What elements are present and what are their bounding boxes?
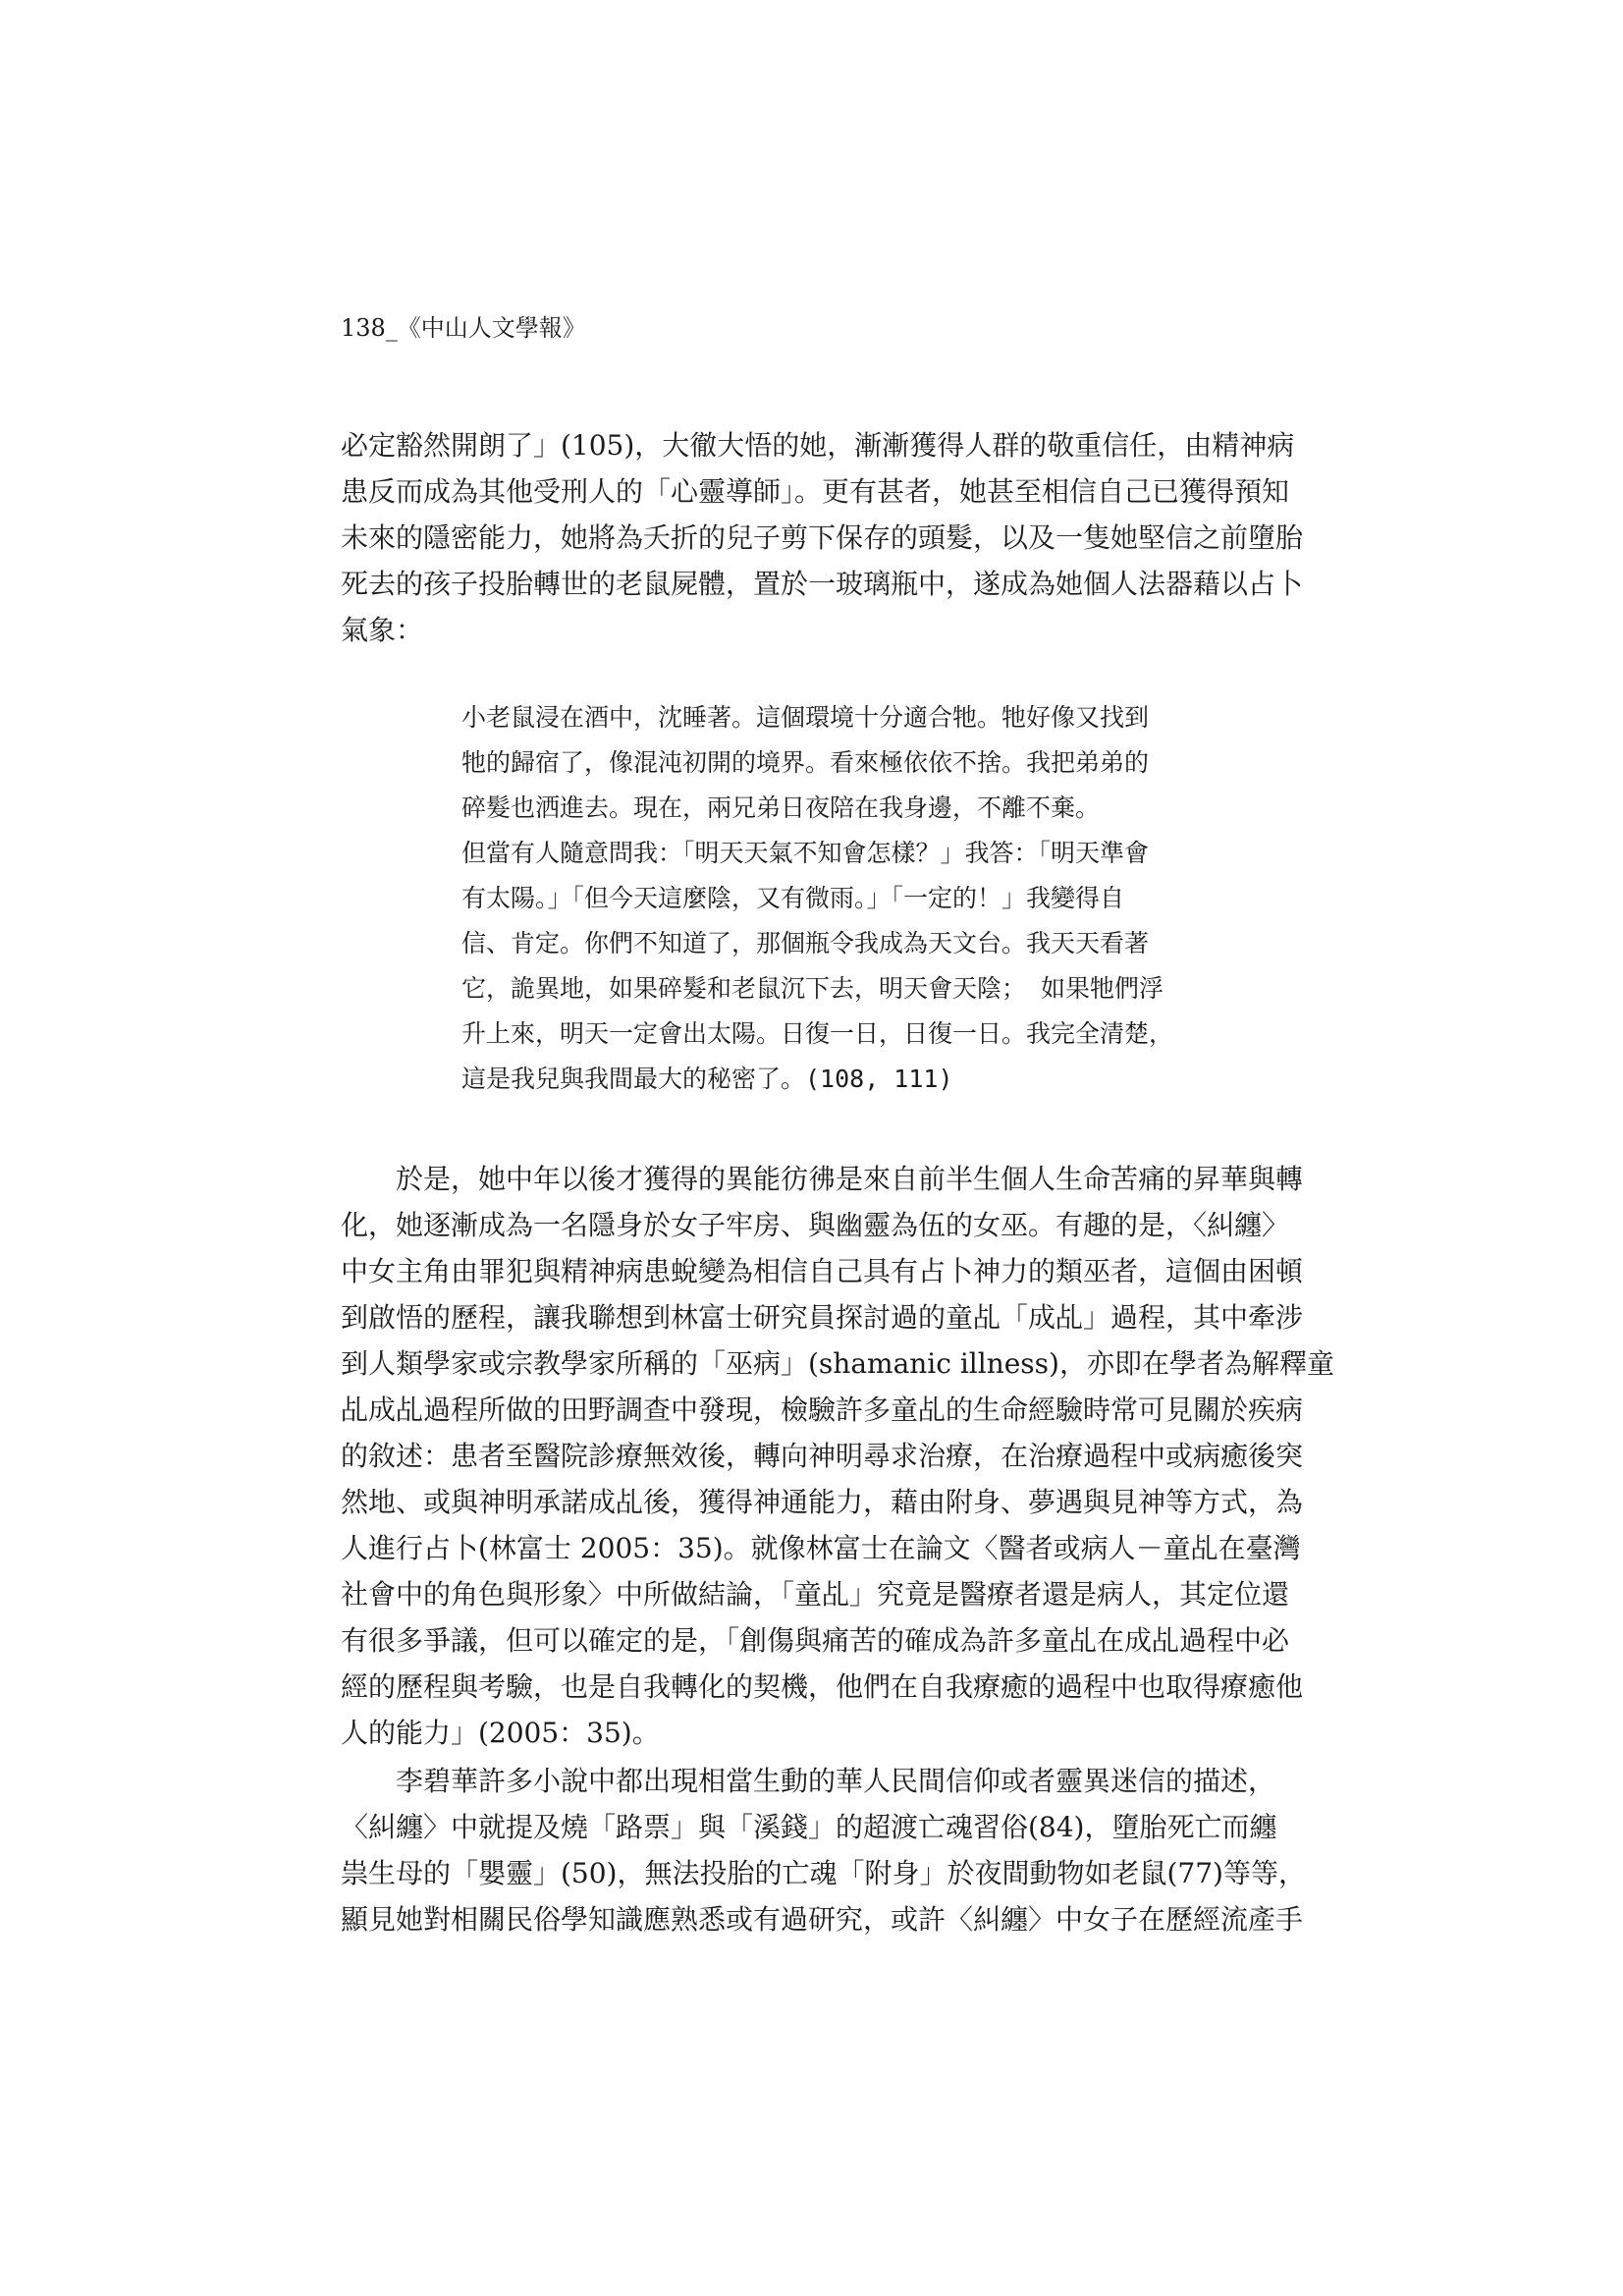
text-line: 患反而成為其他受刑人的「心靈導師」。更有甚者，她甚至相信自己已獲得預知: [341, 475, 1290, 508]
running-head: 138_《中山人文學報》: [341, 314, 586, 342]
quote-line: 升上來，明天一定會出太陽。日復一日，日復一日。我完全清楚，: [461, 1019, 1174, 1048]
text-line: 〈糾纏〉中就提及燒「路票」與「溪錢」的超渡亡魂習俗(84)，墮胎死亡而纏: [341, 1811, 1277, 1843]
text-line: 到人類學家或宗教學家所稱的「巫病」(shamanic illness)，亦即在學者為解釋童: [341, 1347, 1334, 1380]
quote-line: 碎髮也洒進去。現在，兩兄弟日夜陪在我身邊，不離不棄。: [461, 793, 1101, 822]
text-line: 到啟悟的歷程，讓我聯想到林富士研究員探討過的童乩「成乩」過程，其中牽涉: [341, 1301, 1304, 1334]
text-line: 人的能力」(2005：35)。: [341, 1717, 660, 1749]
quote-line: 小老鼠浸在酒中，沈睡著。這個環境十分適合牠。牠好像又找到: [461, 703, 1150, 732]
text-line: 經的歷程與考驗，也是自我轉化的契機，他們在自我療癒的過程中也取得療癒他: [341, 1670, 1304, 1703]
quote-line: 牠的歸宿了，像混沌初開的境界。看來極依依不捨。我把弟弟的: [461, 748, 1150, 777]
quote-line: 它，詭異地，如果碎髮和老鼠沉下去，明天會天陰； 如果牠們浮: [461, 974, 1164, 1003]
quote-line: 信、肯定。你們不知道了，那個瓶令我成為天文台。我天天看著: [461, 929, 1150, 957]
paragraph-2: [341, 1156, 1334, 1756]
text-line: 社會中的角色與形象〉中所做結論，「童乩」究竟是醫療者還是病人，其定位還: [341, 1578, 1290, 1611]
text-line: 未來的隱密能力，她將為夭折的兒子剪下保存的頭髮，以及一隻她堅信之前墮胎: [341, 521, 1304, 554]
quote-line: 有太陽。」「但今天這麼陰，又有微雨。」「一定的！」我變得自: [461, 884, 1125, 912]
quote-line: 但當有人隨意問我：「明天天氣不知會怎樣？」我答：「明天準會: [461, 839, 1150, 867]
text-line: 必定豁然開朗了」(105)，大徹大悟的她，漸漸獲得人群的敬重信任，由精神病: [341, 429, 1295, 462]
text-line: 李碧華許多小說中都出現相當生動的華人民間信仰或者靈異迷信的描述，: [341, 1765, 1276, 1797]
paragraph-1: [341, 422, 1304, 653]
text-line: 乩成乩過程所做的田野調查中發現，檢驗許多童乩的生命經驗時常可見關於疾病: [341, 1394, 1304, 1426]
quote-line: 這是我兒與我間最大的秘密了。(108, 111): [461, 1065, 953, 1093]
text-line: 化，她逐漸成為一名隱身於女子牢房、與幽靈為伍的女巫。有趣的是，〈糾纏〉: [341, 1209, 1290, 1241]
text-line: 祟生母的「嬰靈」(50)，無法投胎的亡魂「附身」於夜間動物如老鼠(77)等等，: [341, 1857, 1306, 1889]
text-line: 顯見她對相關民俗學知識應熟悉或有過研究，或許〈糾纏〉中女子在歷經流產手: [341, 1903, 1304, 1936]
text-line: 氣象：: [341, 614, 424, 646]
paragraph-3: [341, 1758, 1306, 1942]
text-line: 有很多爭議，但可以確定的是，「創傷與痛苦的確成為許多童乩在成乩過程中必: [341, 1624, 1290, 1657]
text-line: 死去的孩子投胎轉世的老鼠屍體，置於一玻璃瓶中，遂成為她個人法器藉以占卜: [341, 568, 1304, 600]
text-line: 人進行占卜(林富士 2005：35)。就像林富士在論文〈醫者或病人－童乩在臺灣: [341, 1532, 1301, 1564]
text-line: 於是，她中年以後才獲得的異能彷彿是來自前半生個人生命苦痛的昇華與轉: [341, 1163, 1304, 1195]
text-line: 中女主角由罪犯與精神病患蛻變為相信自己具有占卜神力的類巫者，這個由困頓: [341, 1255, 1304, 1287]
block-quote: [461, 695, 1237, 1102]
text-line: 然地、或與神明承諾成乩後，獲得神通能力，藉由附身、夢遇與見神等方式，為: [341, 1486, 1304, 1518]
text-line: 的敘述：患者至醫院診療無效後，轉向神明尋求治療，在治療過程中或病癒後突: [341, 1440, 1304, 1472]
